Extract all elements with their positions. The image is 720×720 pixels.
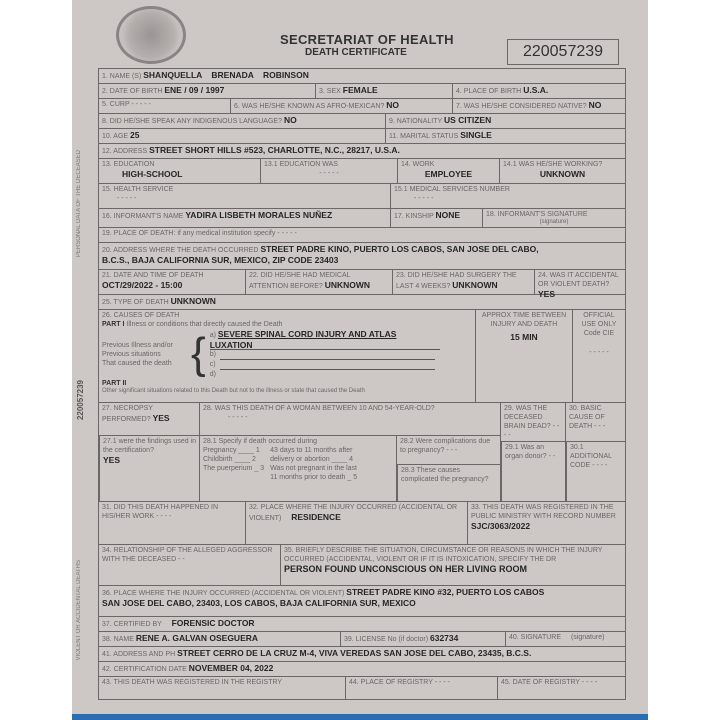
field-death-at-work: 31. DID THIS DEATH HAPPENED IN HIS/HER WORK - - - - xyxy=(102,504,219,521)
field-injury-place: 36. PLACE WHERE THE INJURY OCCURRED (ACCIDENTAL OR VIOLENT) STREET PADRE KINO #32, PUERTO LOS CABOS SAN JOSE DEL CABO, 23403, LOS CABOS, BAJA CALIFORNIA SUR, MEXICO xyxy=(102,587,545,609)
agency-title: SECRETARIAT OF HEALTH xyxy=(280,32,454,47)
field-surgery: 23. DID HE/SHE HAD SURGERY THE LAST 4 WEEKS? UNKNOWN xyxy=(392,270,534,294)
row-15 xyxy=(98,403,626,502)
field-date-time-of-death: 21. DATE AND TIME OF DEATH OCT/29/2022 - 15:00 xyxy=(102,272,204,291)
field-accidental-violent: 24. WAS IT ACCIDENTAL OR VIOLENT DEATH? YES xyxy=(534,270,625,294)
row-17 xyxy=(98,545,626,586)
field-native: 7. WAS HE/SHE CONSIDERED NATIVE? NO xyxy=(452,99,625,113)
certificate-number: 220057239 xyxy=(507,39,619,65)
field-certifier-address: 41. ADDRESS AND PH STREET CERRO DE LA CRUZ M-4, VIVA VEREDAS SAN JOSE DEL CABO, 23435, B.C.S. xyxy=(102,648,532,658)
row-9 xyxy=(98,209,626,228)
row-19 xyxy=(98,617,626,632)
field-dob: 2. DATE OF BIRTH ENE / 09 / 1997 xyxy=(102,85,225,95)
document-type: DEATH CERTIFICATE xyxy=(305,47,407,58)
field-address: 12. ADDRESS STREET SHORT HILLS #523, CHARLOTTE, N.C., 28217, U.S.A. xyxy=(102,145,400,155)
field-sex: 3. SEX FEMALE xyxy=(315,84,452,98)
row-13 xyxy=(98,295,626,310)
field-medical-services-number: 15.1 MEDICAL SERVICES NUMBER - - - - - xyxy=(390,184,625,208)
row-22 xyxy=(98,662,626,677)
row-4 xyxy=(98,114,626,129)
row-16 xyxy=(98,502,626,545)
field-additional-code: 30.1 ADDITIONAL CODE - - - - xyxy=(566,442,625,501)
field-place-of-death: 19. PLACE OF DEATH: if any medical institution specify - - - - - xyxy=(102,230,297,237)
row-21 xyxy=(98,647,626,662)
field-injury-place-type: 32. PLACE WHERE THE INJURY OCCURRED (ACCIDENTAL OR VIOLENT) RESIDENCE xyxy=(245,502,467,544)
row-6 xyxy=(98,144,626,159)
background-edge xyxy=(72,714,648,720)
field-date-of-registry: 45. DATE OF REGISTRY - - - - xyxy=(497,677,625,699)
side-label-violent-deaths: VIOLENT OR ACCIDENTAL DEATHS xyxy=(76,560,82,661)
value-name: SHANQUELLA BRENADA ROBINSON xyxy=(143,70,309,80)
field-causes-of-death: 26. CAUSES OF DEATH PART I Illness or conditions that directly caused the Death Previous Illness and/or Previous situations That caused the death { a) SEVERE SPINAL CORD INJURY AND ATLAS LUXATION b) c) d) PART II Other significant situations related to this Death but not to the illness or state that caused the Death xyxy=(99,310,475,402)
field-type-of-death: 25. TYPE OF DEATH UNKNOWN xyxy=(102,296,216,306)
field-complicated-pregnancy: 28.3 These causes complicated the pregnancy? xyxy=(397,465,500,501)
field-findings-used: 27.1 were the findings used in the certification? YES xyxy=(99,436,199,501)
side-label-folio: 220057239 xyxy=(76,380,85,421)
row-10 xyxy=(98,228,626,243)
row-1 xyxy=(98,68,626,84)
field-health-service: 15. HEALTH SERVICE - - - - - xyxy=(102,186,174,203)
row-3 xyxy=(98,99,626,114)
field-afro-mexican: 6. WAS HE/SHE KNOWN AS AFRO-MEXICAN? NO xyxy=(230,99,452,113)
field-necropsy: 27. NECROPSY PERFORMED? YES xyxy=(99,403,199,436)
row-8 xyxy=(98,184,626,209)
row-14-causes xyxy=(98,310,626,403)
row-12 xyxy=(98,270,626,300)
field-signature: 40. SIGNATURE (signature) xyxy=(505,632,625,646)
field-woman-10-54: 28. WAS THIS DEATH OF A WOMAN BETWEEN 10 AND 54-YEAR-OLD? - - - - - xyxy=(200,403,500,436)
field-basic-cause: 30. BASIC CAUSE OF DEATH - - - xyxy=(566,403,625,442)
row-18 xyxy=(98,586,626,617)
field-medical-attention: 22. DID HE/SHE HAD MEDICAL ATTENTION BEFORE? UNKNOWN xyxy=(245,270,392,294)
field-informant-signature: 18. INFORMANT'S SIGNATURE (signature) xyxy=(482,209,625,227)
row-11 xyxy=(98,243,626,270)
field-pregnancy-timing: 28.1 Specify if death occurred during Pregnancy ____ 1 Childbirth ____ 2 The puerperium _ 3 43 days to 11 months after delivery or abortion ____ 4 Was not pregnant in the last 11 months prior to death _ 5 xyxy=(203,438,358,482)
field-place-of-registry: 44. PLACE OF REGISTRY - - - - xyxy=(345,677,497,699)
field-official-use: OFFICIAL USE ONLY Code CIE - - - - - xyxy=(572,310,625,402)
row-20 xyxy=(98,632,626,647)
field-nationality: 9. NATIONALITY US CITIZEN xyxy=(385,114,625,128)
field-place-of-birth: 4. PLACE OF BIRTH U.S.A. xyxy=(452,84,625,98)
field-organ-donor: 29.1 Was an organ donor? - - xyxy=(501,442,565,501)
coat-of-arms-seal-icon xyxy=(116,6,186,64)
row-23 xyxy=(98,677,626,700)
field-age: 10. AGE 25 xyxy=(102,130,140,140)
field-informant-name: 16. INFORMANT'S NAME YADIRA LISBETH MORALES NUÑEZ xyxy=(102,210,333,220)
field-license-number: 39. LICENSE No (if doctor) 632734 xyxy=(340,632,505,646)
brace-icon: { xyxy=(191,329,206,379)
field-kinship: 17. KINSHIP NONE xyxy=(390,209,482,227)
field-was-working: 14.1 WAS HE/SHE WORKING? UNKNOWN xyxy=(499,159,625,183)
row-5 xyxy=(98,129,626,144)
row-7 xyxy=(98,159,626,184)
cause-a: SEVERE SPINAL CORD INJURY AND ATLAS xyxy=(217,329,397,340)
field-certified-by: 37. CERTIFIED BY FORENSIC DOCTOR xyxy=(102,618,255,628)
field-circumstance-description: 35. BRIEFLY DESCRIBE THE SITUATION, CIRCUMSTANCE OR REASONS IN WHICH THE INJURY OCCURRED (ACCIDENTAL, VIOLENT OR IF IT IS INTOXICATION, SPECIFY THE DR PERSON FOUND UNCONSCIOUS ON HER LIVING ROOM xyxy=(280,545,625,585)
field-indigenous-language: 8. DID HE/SHE SPEAK ANY INDIGENOUS LANGUAGE? NO xyxy=(102,115,297,125)
certificate-form xyxy=(98,68,626,700)
field-public-ministry-record: 33. THIS DEATH WAS REGISTERED IN THE PUBLIC MINISTRY WITH RECORD NUMBER SJC/3063/2022 xyxy=(467,502,625,544)
field-name: 1. NAME (S) SHANQUELLA BRENADA ROBINSON xyxy=(102,70,309,80)
row-2 xyxy=(98,84,626,99)
field-aggressor-relationship: 34. RELATIONSHIP OF THE ALLEGED AGGRESSOR WITH THE DECEASED - - xyxy=(102,547,273,564)
field-registry-registered: 43. THIS DEATH WAS REGISTERED IN THE REGISTRY xyxy=(102,679,283,686)
field-work: 14. WORK EMPLOYEE xyxy=(397,159,499,183)
field-curp: 5. CURP - - - - - xyxy=(102,101,151,108)
field-marital-status: 11. MARITAL STATUS SINGLE xyxy=(385,129,625,143)
field-certification-date: 42. CERTIFICATION DATE NOVEMBER 04, 2022 xyxy=(102,663,274,673)
field-certifier-name: 38. NAME RENE A. GALVAN OSEGUERA xyxy=(102,633,259,643)
field-brain-dead: 29. WAS THE DECEASED BRAIN DEAD? - - - - xyxy=(501,403,565,442)
field-education: 13. EDUCATION HIGH-SCHOOL xyxy=(102,161,183,180)
field-pregnancy-complications: 28.2 Were complications due to pregnancy? - - - xyxy=(397,436,500,465)
field-death-address: 20. ADDRESS WHERE THE DEATH OCCURRED STREET PADRE KINO, PUERTO LOS CABOS, SAN JOSE DEL CABO, B.C.S., BAJA CALIFORNIA SUR, MEXICO, ZIP CODE 23403 xyxy=(102,244,539,266)
field-approx-time: APPROX TIME BETWEEN INJURY AND DEATH 15 MIN xyxy=(475,310,572,402)
side-label-personal-data: PERSONAL DATA OF THE DECEASED xyxy=(76,150,82,258)
field-education-was: 13.1 EDUCATION WAS - - - - - xyxy=(260,159,397,183)
